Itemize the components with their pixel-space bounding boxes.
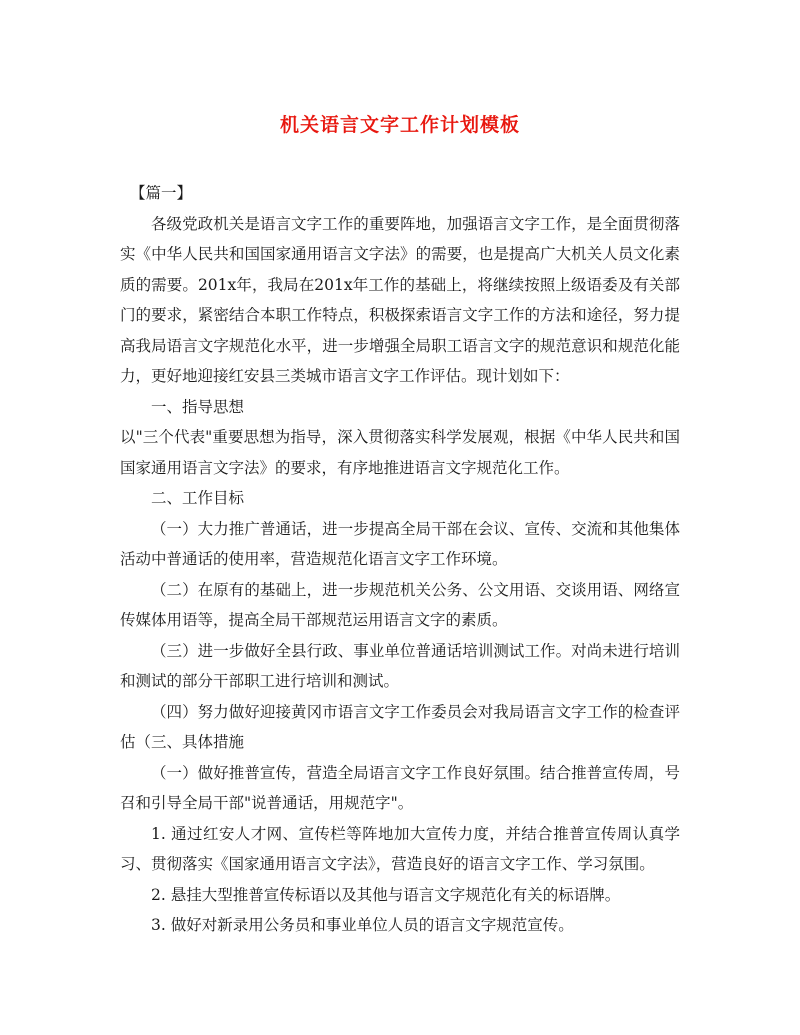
goal-paragraph-3: （三）进一步做好全县行政、事业单位普通话培训测试工作。对尚未进行培训和测试的部分干部职工进行培训和测试。 bbox=[120, 641, 680, 690]
heading-guiding-ideology: 一、指导思想 bbox=[151, 397, 245, 416]
measure-paragraph-1: （一）做好推普宣传，营造全局语言文字工作良好氛围。结合推普宣传周，号召和引导全局干部"说普通话，用规范字"。 bbox=[120, 763, 680, 812]
document-title: 机关语言文字工作计划模板 bbox=[279, 114, 520, 136]
measure-item-1: 1. 通过红安人才网、宣传栏等阵地加大宣传力度，并结合推普宣传周认真学习、贯彻落实《国家通用语言文字法》，营造良好的语言文字工作、学习氛围。 bbox=[120, 824, 680, 873]
intro-paragraph: 各级党政机关是语言文字工作的重要阵地，加强语言文字工作，是全面贯彻落实《中华人民共和国国家通用语言文字法》的需要，也是提高广大机关人员文化素质的需要。201x年，我局在201x年工作的基础上，将继续按照上级语委及有关部门的要求，紧密结合本职工作特点，积极探索语言文字工作的方法和途径，努力提高我局语言文字规范化水平，进一步增强全局职工语言文字的规范意识和规范化能力，更好地迎接红安县三类城市语言文字工作评估。现计划如下： bbox=[120, 214, 680, 385]
section-label: 【篇一】 bbox=[130, 184, 193, 202]
heading-work-goals: 二、工作目标 bbox=[151, 489, 245, 507]
goal-paragraph-2: （二）在原有的基础上，进一步规范机关公务、公文用语、交谈用语、网络宣传媒体用语等，提高全局干部规范运用语言文字的素质。 bbox=[120, 580, 680, 629]
measure-item-2: 2. 悬挂大型推普宣传标语以及其他与语言文字规范化有关的标语牌。 bbox=[151, 885, 621, 904]
goal-paragraph-1: （一）大力推广普通话，进一步提高全局干部在会议、宣传、交流和其他集体活动中普通话的使用率，营造规范化语言文字工作环境。 bbox=[120, 519, 680, 568]
goal-paragraph-4: （四）努力做好迎接黄冈市语言文字工作委员会对我局语言文字工作的检查评估（三、具体措施 bbox=[120, 702, 680, 751]
guiding-ideology-paragraph: 以"三个代表"重要思想为指导，深入贯彻落实科学发展观，根据《中华人民共和国国家通用语言文字法》的要求，有序地推进语言文字规范化工作。 bbox=[120, 428, 680, 477]
document-body bbox=[120, 178, 680, 941]
measure-item-3: 3. 做好对新录用公务员和事业单位人员的语言文字规范宣传。 bbox=[151, 916, 574, 934]
